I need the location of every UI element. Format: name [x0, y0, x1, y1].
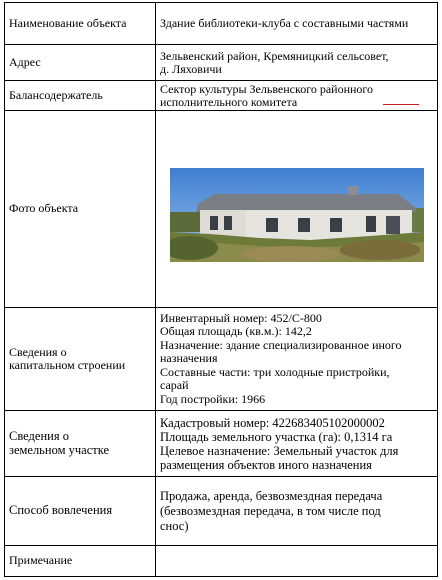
address-line: д. Ляховичи	[160, 62, 222, 76]
capital-line: Год постройки: 1966	[160, 391, 266, 406]
label-capital-building	[5, 308, 156, 411]
capital-label-line: капитальном строении	[9, 358, 126, 372]
value-balance-holder	[156, 81, 438, 111]
row-note	[5, 546, 438, 577]
label-photo: Фото объекта	[5, 111, 156, 308]
row-land-plot	[5, 411, 438, 477]
capital-line: сарай	[160, 378, 189, 393]
value-address	[156, 45, 438, 81]
label-balance-holder: Балансодержатель	[5, 81, 156, 111]
capital-line: Инвентарный номер: 452/С-800	[160, 310, 322, 325]
capital-line: Составные части: три холодные пристройки,	[160, 364, 390, 379]
method-line: (безвозмездная передача, в том числе под	[160, 503, 381, 518]
land-label-line: Сведения о	[9, 429, 69, 443]
land-label-line: земельном участке	[9, 442, 110, 457]
holder-line: исполнительного комитета	[160, 95, 298, 109]
label-note: Примечание	[5, 546, 156, 577]
value-photo	[156, 111, 438, 308]
value-land-plot	[156, 411, 438, 477]
object-info-table	[4, 2, 438, 577]
row-capital-building	[5, 308, 438, 411]
label-land-plot	[5, 411, 156, 477]
row-involvement-method	[5, 477, 438, 546]
method-line: снос)	[160, 518, 189, 533]
label-object-name: Наименование объекта	[5, 3, 156, 45]
method-line: Продажа, аренда, безвозмездная передача	[160, 488, 383, 503]
capital-line: Назначение: здание специализированное иного	[160, 337, 402, 352]
row-object-name	[5, 3, 438, 45]
land-line: Целевое назначение: Земельный участок для	[160, 444, 399, 458]
building-photo-image	[170, 168, 424, 262]
row-balance-holder	[5, 81, 438, 111]
capital-line: назначения	[160, 351, 218, 366]
value-capital-building	[156, 308, 438, 411]
value-note	[156, 546, 438, 577]
row-address	[5, 45, 438, 81]
building-photo	[170, 168, 424, 262]
holder-line: Сектор культуры Зельвенского районного	[160, 81, 374, 96]
address-line: Зельвенский район, Кремяницкий сельсовет,	[160, 48, 389, 63]
row-photo	[5, 111, 438, 308]
red-underline-mark	[383, 104, 419, 105]
land-line: размещения объектов иного назначения	[160, 458, 372, 472]
label-address: Адрес	[5, 45, 156, 81]
value-involvement-method	[156, 477, 438, 546]
land-line: Кадастровый номер: 422683405102000002	[160, 416, 385, 430]
capital-label-line: Сведения о	[9, 344, 67, 359]
capital-line: Общая площадь (кв.м.): 142,2	[160, 324, 312, 339]
land-line: Площадь земельного участка (га): 0,1314 га	[160, 430, 393, 444]
label-involvement-method: Способ вовлечения	[5, 477, 156, 546]
value-object-name: Здание библиотеки-клуба с составными частями	[156, 3, 438, 45]
